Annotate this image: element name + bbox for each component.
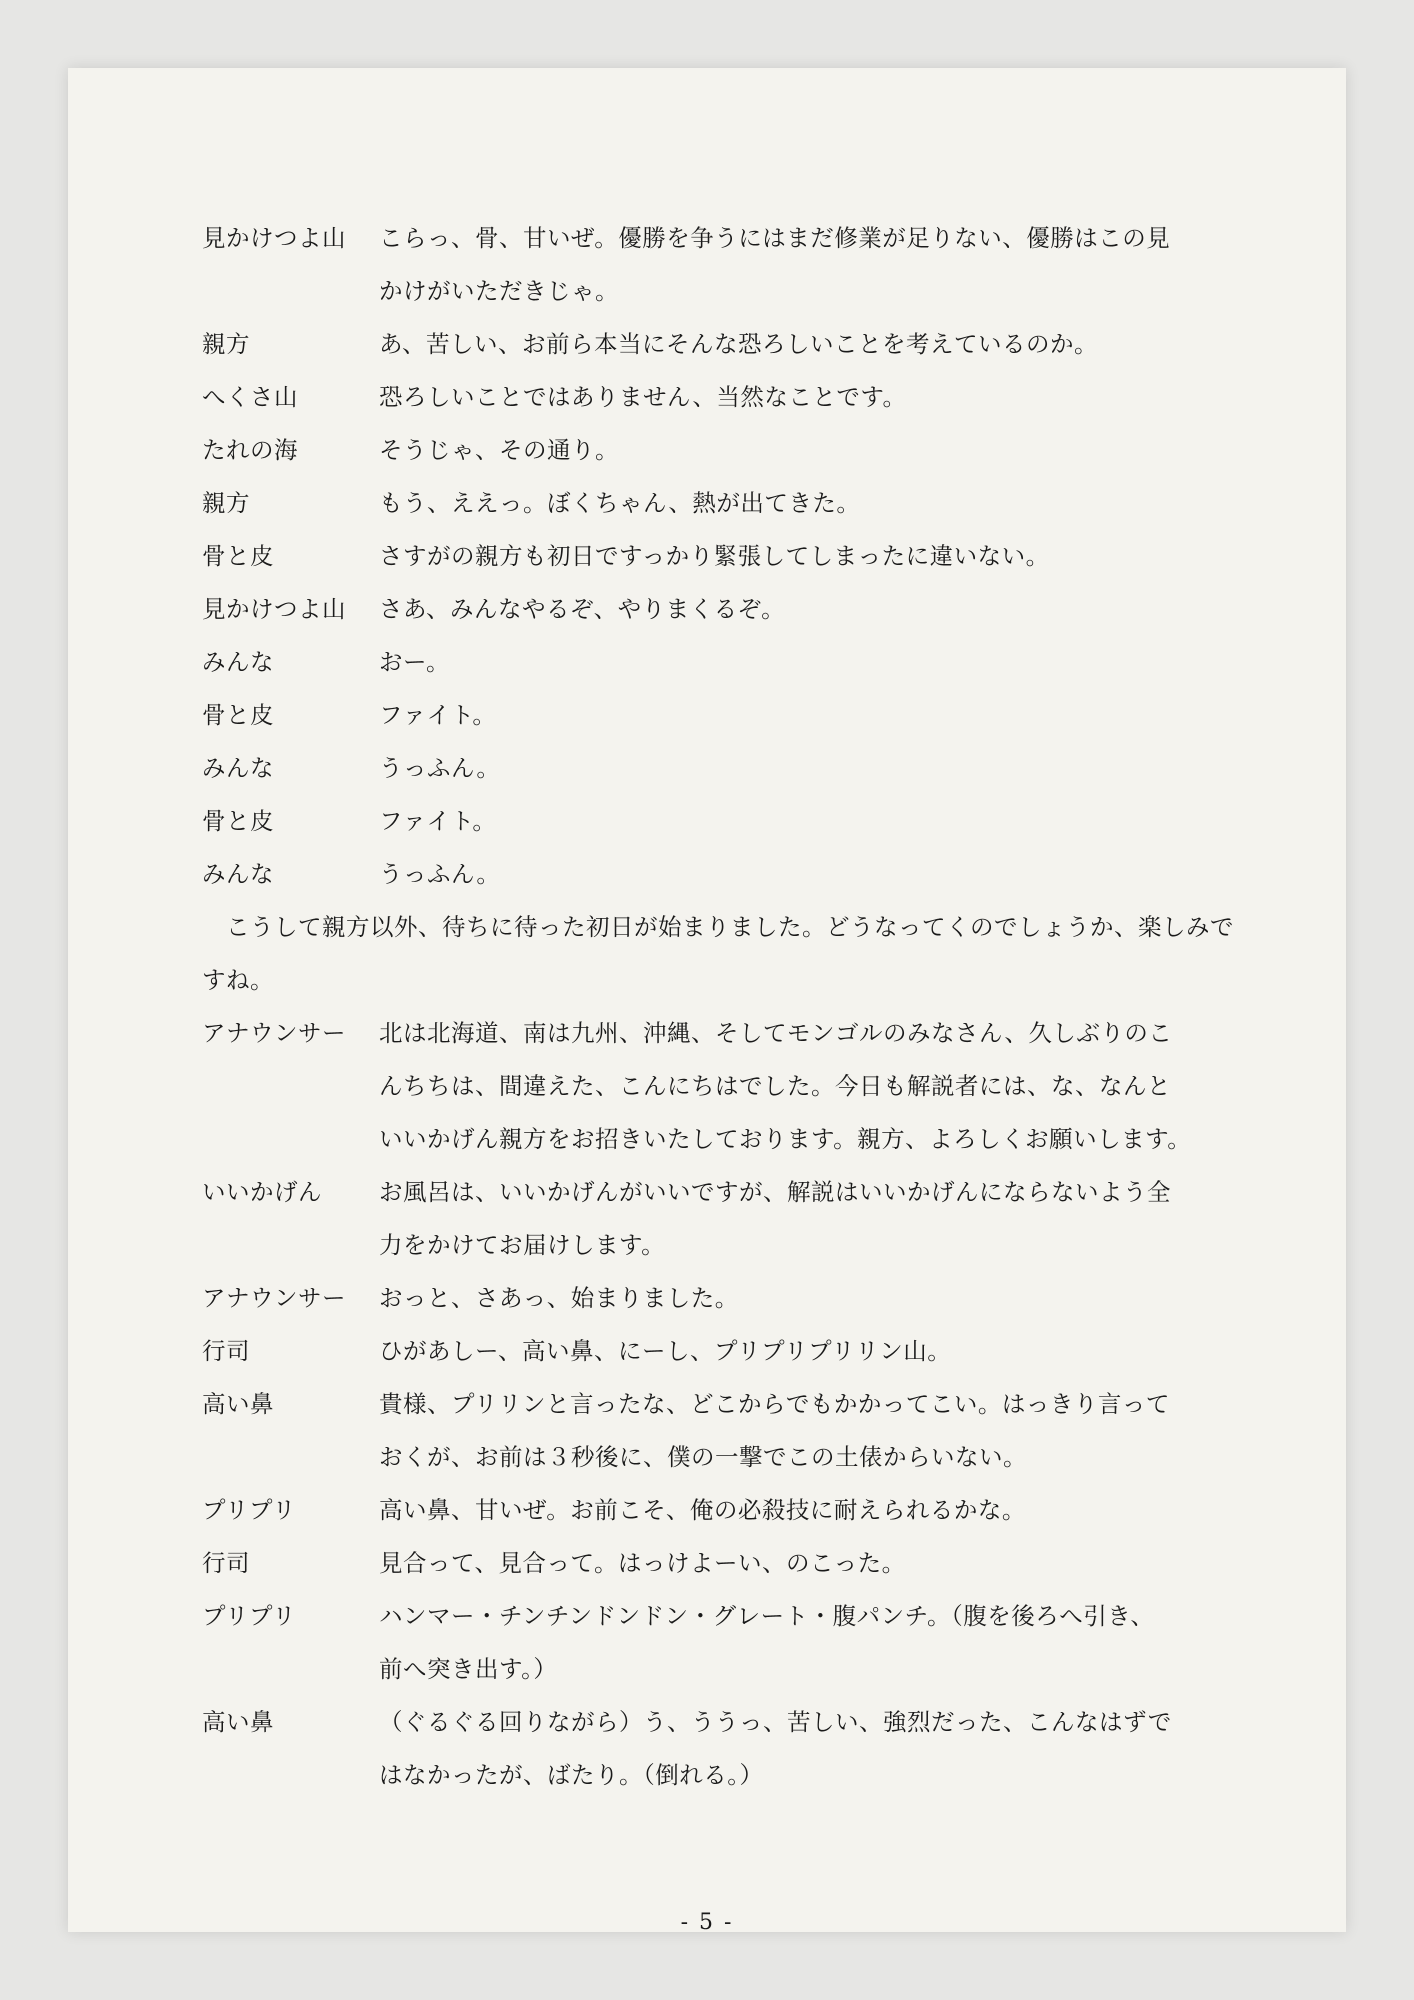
speaker-name: へくさ山 [202, 383, 298, 411]
dialogue-line [202, 212, 1242, 318]
dialogue-text: さすがの親方も初日ですっかり緊張してしまったに違いない。 [379, 542, 1050, 570]
document-page [68, 68, 1346, 1935]
dialogue-text: うっふん。 [379, 754, 501, 782]
dialogue-text: お風呂は、いいかげんがいいですが、解説はいいかげんにならないよう全 力をかけてお届けします。 [379, 1178, 1171, 1259]
dialogue-line [202, 1484, 1242, 1537]
speaker-name: 見かけつよ山 [202, 224, 346, 252]
dialogue-line [202, 1590, 1242, 1696]
dialogue-text: 高い鼻、甘いぜ。お前こそ、俺の必殺技に耐えられるかな。 [379, 1496, 1026, 1524]
dialogue-line [202, 848, 1242, 901]
speaker-name: 親方 [202, 489, 250, 517]
dialogue-line [202, 583, 1242, 636]
dialogue-line [202, 477, 1242, 530]
speaker-name: 行司 [202, 1549, 250, 1577]
dialogue-text: 貴様、プリリンと言ったな、どこからでもかかってこい。はっきり言って おくが、お前は３秒後に、僕の一撃でこの土俵からいない。 [379, 1390, 1170, 1471]
speaker-name: 高い鼻 [202, 1708, 274, 1736]
dialogue-text: ファイト。 [379, 701, 497, 729]
dialogue-line [202, 1378, 1242, 1484]
speaker-name: みんな [202, 860, 274, 888]
speaker-name: 親方 [202, 330, 250, 358]
speaker-name: 行司 [202, 1337, 250, 1365]
dialogue-text: そうじゃ、その通り。 [379, 436, 619, 464]
speaker-name: 骨と皮 [202, 542, 274, 570]
speaker-name: みんな [202, 648, 274, 676]
speaker-name: 骨と皮 [202, 807, 274, 835]
dialogue-text: 北は北海道、南は九州、沖縄、そしてモンゴルのみなさん、久しぶりのこ んちちは、間違えた、こんにちはでした。今日も解説者には、な、なんと いいかげん親方をお招きいたしております。親方、よろしくお願いします。 [379, 1019, 1192, 1153]
dialogue-line [202, 1696, 1242, 1802]
page-number: - 5 - [680, 1910, 734, 1935]
dialogue-line [202, 636, 1242, 689]
dialogue-text: さあ、みんなやるぞ、やりまくるぞ。 [379, 595, 786, 623]
speaker-name: いいかげん [202, 1178, 322, 1206]
dialogue-line [202, 1272, 1242, 1325]
dialogue-text: うっふん。 [379, 860, 501, 888]
dialogue-text: ファイト。 [379, 807, 497, 835]
speaker-name: みんな [202, 754, 274, 782]
speaker-name: 見かけつよ山 [202, 595, 346, 623]
dialogue-text: おー。 [379, 648, 451, 676]
script-body [202, 212, 1242, 1802]
dialogue-line [202, 742, 1242, 795]
dialogue-line [202, 1325, 1242, 1378]
dialogue-text: もう、ええっ。ぼくちゃん、熱が出てきた。 [379, 489, 861, 517]
dialogue-line [202, 530, 1242, 583]
dialogue-text: こらっ、骨、甘いぜ。優勝を争うにはまだ修業が足りない、優勝はこの見 かけがいただきじゃ。 [379, 224, 1171, 305]
speaker-name: 骨と皮 [202, 701, 274, 729]
dialogue-line [202, 1007, 1242, 1166]
dialogue-text: ハンマー・チンチンドンドン・グレート・腹パンチ。（腹を後ろへ引き、 前へ突き出す。） [379, 1602, 1155, 1683]
dialogue-line [202, 371, 1242, 424]
dialogue-text: （ぐるぐる回りながら）う、ううっ、苦しい、強烈だった、こんなはずで はなかったが、ばたり。（倒れる。） [379, 1708, 1172, 1789]
dialogue-text: おっと、さあっ、始まりました。 [379, 1284, 739, 1312]
dialogue-line [202, 689, 1242, 742]
dialogue-text: 恐ろしいことではありません、当然なことです。 [379, 383, 907, 411]
dialogue-line [202, 318, 1242, 371]
dialogue-text: ひがあしー、高い鼻、にーし、プリプリプリリン山。 [379, 1337, 952, 1365]
speaker-name: たれの海 [202, 436, 298, 464]
dialogue-line [202, 1166, 1242, 1272]
speaker-name: アナウンサー [202, 1284, 346, 1312]
narration-paragraph: こうして親方以外、待ちに待った初日が始まりました。どうなってくのでしょうか、楽しみですね。 [202, 913, 1234, 994]
speaker-name: アナウンサー [202, 1019, 346, 1047]
dialogue-text: あ、苦しい、お前ら本当にそんな恐ろしいことを考えているのか。 [379, 330, 1099, 358]
speaker-name: プリプリ [202, 1602, 297, 1630]
dialogue-line [202, 795, 1242, 848]
speaker-name: プリプリ [202, 1496, 297, 1524]
dialogue-line [202, 424, 1242, 477]
dialogue-line [202, 1537, 1242, 1590]
speaker-name: 高い鼻 [202, 1390, 274, 1418]
dialogue-text: 見合って、見合って。はっけよーい、のこった。 [379, 1549, 906, 1577]
